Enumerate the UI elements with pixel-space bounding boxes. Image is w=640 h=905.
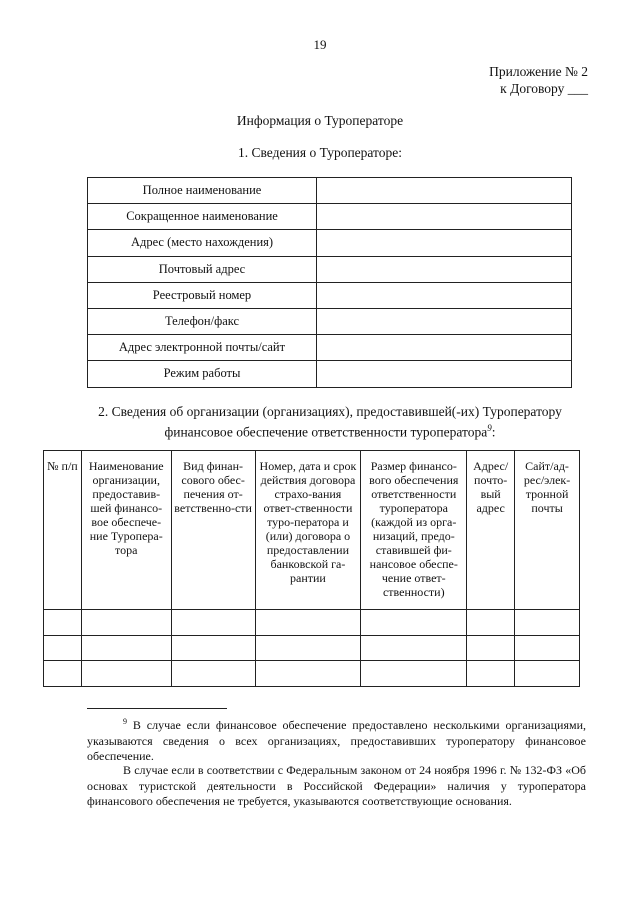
section-2-heading-line-2: финансовое обеспечение ответственности туроператора [164, 424, 488, 440]
table-cell [81, 610, 171, 636]
footnote-ref: 9 [487, 423, 492, 433]
table-cell [171, 661, 255, 687]
table-cell [44, 635, 82, 661]
info-row-value [317, 178, 572, 204]
table-row [44, 610, 580, 636]
table-cell [515, 635, 580, 661]
section-2-heading [60, 403, 600, 441]
info-row-value [317, 361, 572, 387]
table-cell [467, 610, 515, 636]
info-row [88, 204, 572, 230]
table-cell [361, 610, 467, 636]
table-cell [361, 635, 467, 661]
table-cell [515, 610, 580, 636]
footnote-1 [87, 714, 586, 765]
table-cell [171, 635, 255, 661]
info-row [88, 256, 572, 282]
info-row-value [317, 256, 572, 282]
table-cell [44, 610, 82, 636]
table-cell [255, 635, 361, 661]
info-row-label: Адрес (место нахождения) [88, 230, 317, 256]
table-cell [255, 661, 361, 687]
info-row-label: Режим работы [88, 361, 317, 387]
column-header: Адрес/ почто-вый адрес [467, 451, 515, 610]
section-2-heading-tail: : [491, 424, 496, 440]
appendix-label [489, 63, 588, 97]
table-cell [255, 610, 361, 636]
column-header: Номер, дата и срок действия договора страхо-вания ответ-ственности туро-ператора и (или) договора о предоставлении банковской га-рантии [255, 451, 361, 610]
info-row-label: Сокращенное наименование [88, 204, 317, 230]
table-row [44, 635, 580, 661]
footnote-number: 9 [123, 717, 127, 726]
info-row-value [317, 308, 572, 334]
touroperator-info-table [87, 177, 572, 388]
info-row [88, 230, 572, 256]
footnote-2: В случае если в соответствии с Федеральным законом от 24 ноября 1996 г. № 132-ФЗ «Об основах туристской деятельности в Российской Федерации» наличия у туроператора финансового обеспечения не требуется, указываются соответствующие основания. [87, 763, 586, 808]
info-row [88, 308, 572, 334]
info-row [88, 335, 572, 361]
section-2-heading-line-1: 2. Сведения об организации (организациях), предоставившей(-их) Туроператору [98, 404, 562, 419]
table-cell [81, 661, 171, 687]
info-row-label: Адрес электронной почты/сайт [88, 335, 317, 361]
column-header: Размер финансо-вого обеспечения ответственности туроператора (каждой из орга-низаций, предо-ставившей фи-нансовое обеспе-чение ответ-ственности) [361, 451, 467, 610]
column-header: Наименование организации, предоставив-шей финансо-вое обеспече-ние Туропера-тора [81, 451, 171, 610]
financial-security-table [43, 450, 580, 687]
info-row [88, 178, 572, 204]
info-row-label: Реестровый номер [88, 282, 317, 308]
table-cell [44, 661, 82, 687]
column-header: Вид финан-сового обес-печения от-ветственно-сти [171, 451, 255, 610]
footnote-separator [87, 708, 227, 709]
appendix-line-2: к Договору ___ [500, 81, 588, 96]
table-cell [171, 610, 255, 636]
column-header: Сайт/ад-рес/элек-тронной почты [515, 451, 580, 610]
info-row-label: Телефон/факс [88, 308, 317, 334]
info-row [88, 361, 572, 387]
document-title: Информация о Туроператоре [236, 113, 404, 128]
info-row-value [317, 335, 572, 361]
info-row-label: Почтовый адрес [88, 256, 317, 282]
info-row-label: Полное наименование [88, 178, 317, 204]
footnote-1-text: В случае если финансовое обеспечение предоставлено несколькими организациями, указываются сведения о всех организациях, предоставивших туроператору финансовое обеспечение. [87, 718, 587, 763]
table-cell [467, 661, 515, 687]
table-cell [467, 635, 515, 661]
appendix-line-1: Приложение № 2 [489, 64, 588, 79]
info-row [88, 282, 572, 308]
info-row-value [317, 204, 572, 230]
info-row-value [317, 282, 572, 308]
table-row [44, 661, 580, 687]
info-row-value [317, 230, 572, 256]
table-cell [361, 661, 467, 687]
column-header: № п/п [44, 451, 82, 610]
section-1-heading: 1. Сведения о Туроператоре: [237, 145, 403, 160]
table-cell [515, 661, 580, 687]
table-cell [81, 635, 171, 661]
page-number: 19 [313, 37, 327, 52]
